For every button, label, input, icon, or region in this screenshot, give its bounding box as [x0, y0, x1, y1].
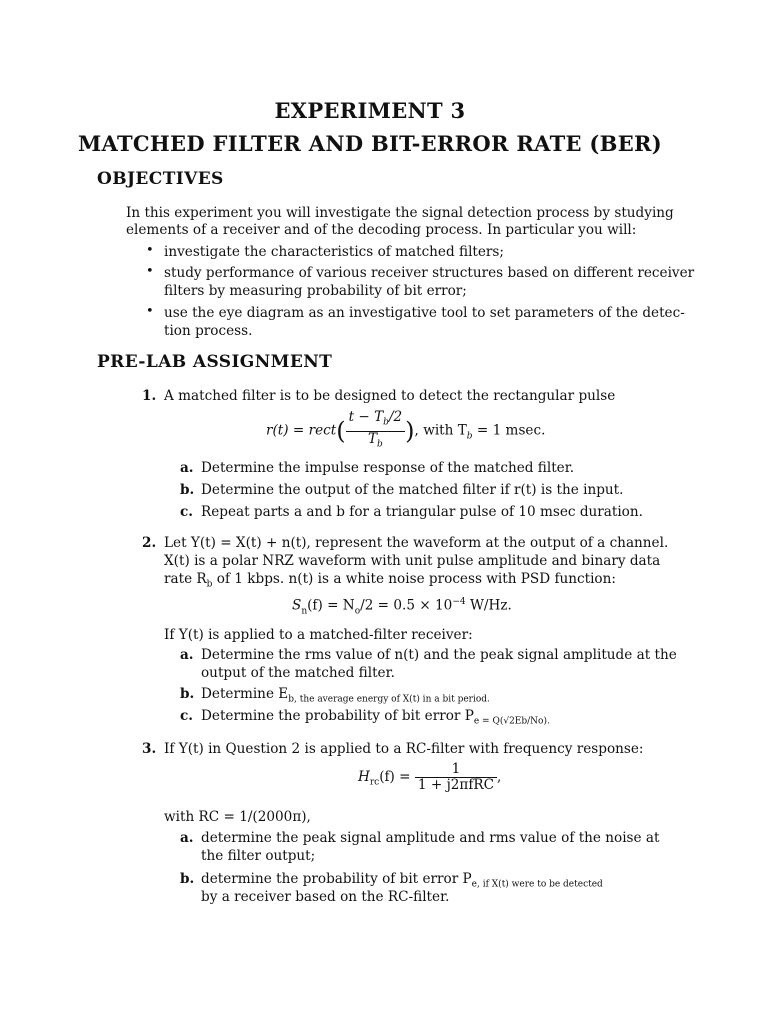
question-2-line2: X(t) is a polar NRZ waveform with unit pulse amplitude and binary data: [164, 553, 661, 569]
q2-part-b-label: b.: [180, 686, 195, 702]
question-1-text: A matched filter is to be designed to detect the rectangular pulse: [164, 388, 616, 404]
objective-bullet-2-line1: study performance of various receiver structures based on different receiver: [164, 265, 695, 281]
rect-fraction: $\frac{t - T_b/2}{T_b}$: [346, 410, 406, 452]
q1-part-a-text: Determine the impulse response of the matched filter.: [201, 460, 575, 476]
rc-fraction: $\frac{1}{\text{1 + j2πfRC}}$: [415, 762, 497, 793]
objective-bullet-3-line2: tion process.: [164, 323, 253, 339]
question-2-if-line: If Y(t) is applied to a matched-filter receiver:: [164, 627, 473, 643]
q2-part-a-label: a.: [180, 647, 194, 663]
prelab-heading: PRE-LAB ASSIGNMENT: [97, 352, 333, 372]
question-2-line1: Let Y(t) = X(t) + n(t), represent the waveform at the output of a channel.: [164, 535, 669, 551]
q3-part-b-line2: by a receiver based on the RC-filter.: [201, 889, 450, 905]
question-2-number: 2.: [142, 535, 157, 551]
objective-bullet-3-line1: use the eye diagram as an investigative tool to set parameters of the detec-: [164, 305, 685, 321]
objectives-intro-line2: elements of a receiver and of the decoding process. In particular you will:: [126, 222, 637, 238]
q2-part-c-label: c.: [180, 708, 194, 724]
q2-part-a-line2: output of the matched filter.: [201, 665, 395, 681]
q1-part-b-text: Determine the output of the matched filter if r(t) is the input.: [201, 482, 624, 498]
question-1-equation: r(t) = rect( $\frac{t - T_b/2}{T_b}$ ), with $T_b = 1$ msec.: [266, 410, 545, 452]
q2-part-b-text: Determine $E_{b, the average energy of X(t) in a bit period.}$: [201, 686, 490, 705]
q3-part-b-label: b.: [180, 871, 195, 887]
question-2-line3: rate $R_b$ of 1 kbps. n(t) is a white noise process with PSD function:: [164, 571, 616, 590]
q3-part-a-line1: determine the peak signal amplitude and rms value of the noise at: [201, 830, 660, 846]
q1-part-c-label: c.: [180, 504, 194, 520]
q1-part-a-label: a.: [180, 460, 194, 476]
bullet-dot: •: [146, 243, 154, 258]
title-experiment-name: MATCHED FILTER AND BIT-ERROR RATE (BER): [77, 131, 663, 156]
q3-part-a-label: a.: [180, 830, 194, 846]
q3-part-a-line2: the filter output;: [201, 848, 316, 864]
bullet-dot: •: [146, 264, 154, 279]
q1-part-c-text: Repeat parts a and b for a triangular pulse of 10 msec duration.: [201, 504, 643, 520]
bullet-dot: •: [146, 304, 154, 319]
question-3-with-line: with RC = 1/(2000π),: [164, 809, 311, 825]
objective-bullet-2-line2: filters by measuring probability of bit error;: [164, 283, 467, 299]
question-3-number: 3.: [142, 741, 157, 757]
question-1-number: 1.: [142, 388, 157, 404]
objective-bullet-1: investigate the characteristics of matched filters;: [164, 244, 504, 260]
question-2-psd-equation: $S_n(f) = N_o/2 = 0.5 \times 10^{-4}$ W/Hz.: [292, 597, 512, 617]
objectives-intro-line1: In this experiment you will investigate the signal detection process by studying: [126, 205, 674, 221]
objectives-heading: OBJECTIVES: [97, 169, 224, 189]
question-3-transfer-function: $H_{rc}(f)$ = $\frac{1}{\text{1 + j2πfRC}}$ ,: [358, 761, 502, 793]
q3-part-b-line1: determine the probability of bit error $P_{e, if X(t) were to be detected}$: [201, 871, 603, 890]
q1-part-b-label: b.: [180, 482, 195, 498]
question-3-line1: If Y(t) in Question 2 is applied to a RC-filter with frequency response:: [164, 741, 644, 757]
q2-part-a-line1: Determine the rms value of n(t) and the peak signal amplitude at the: [201, 647, 677, 663]
q2-part-c-text: Determine the probability of bit error $P_{e = Q(√2Eb/No).}$: [201, 708, 550, 727]
title-experiment-number: EXPERIMENT 3: [274, 98, 466, 123]
